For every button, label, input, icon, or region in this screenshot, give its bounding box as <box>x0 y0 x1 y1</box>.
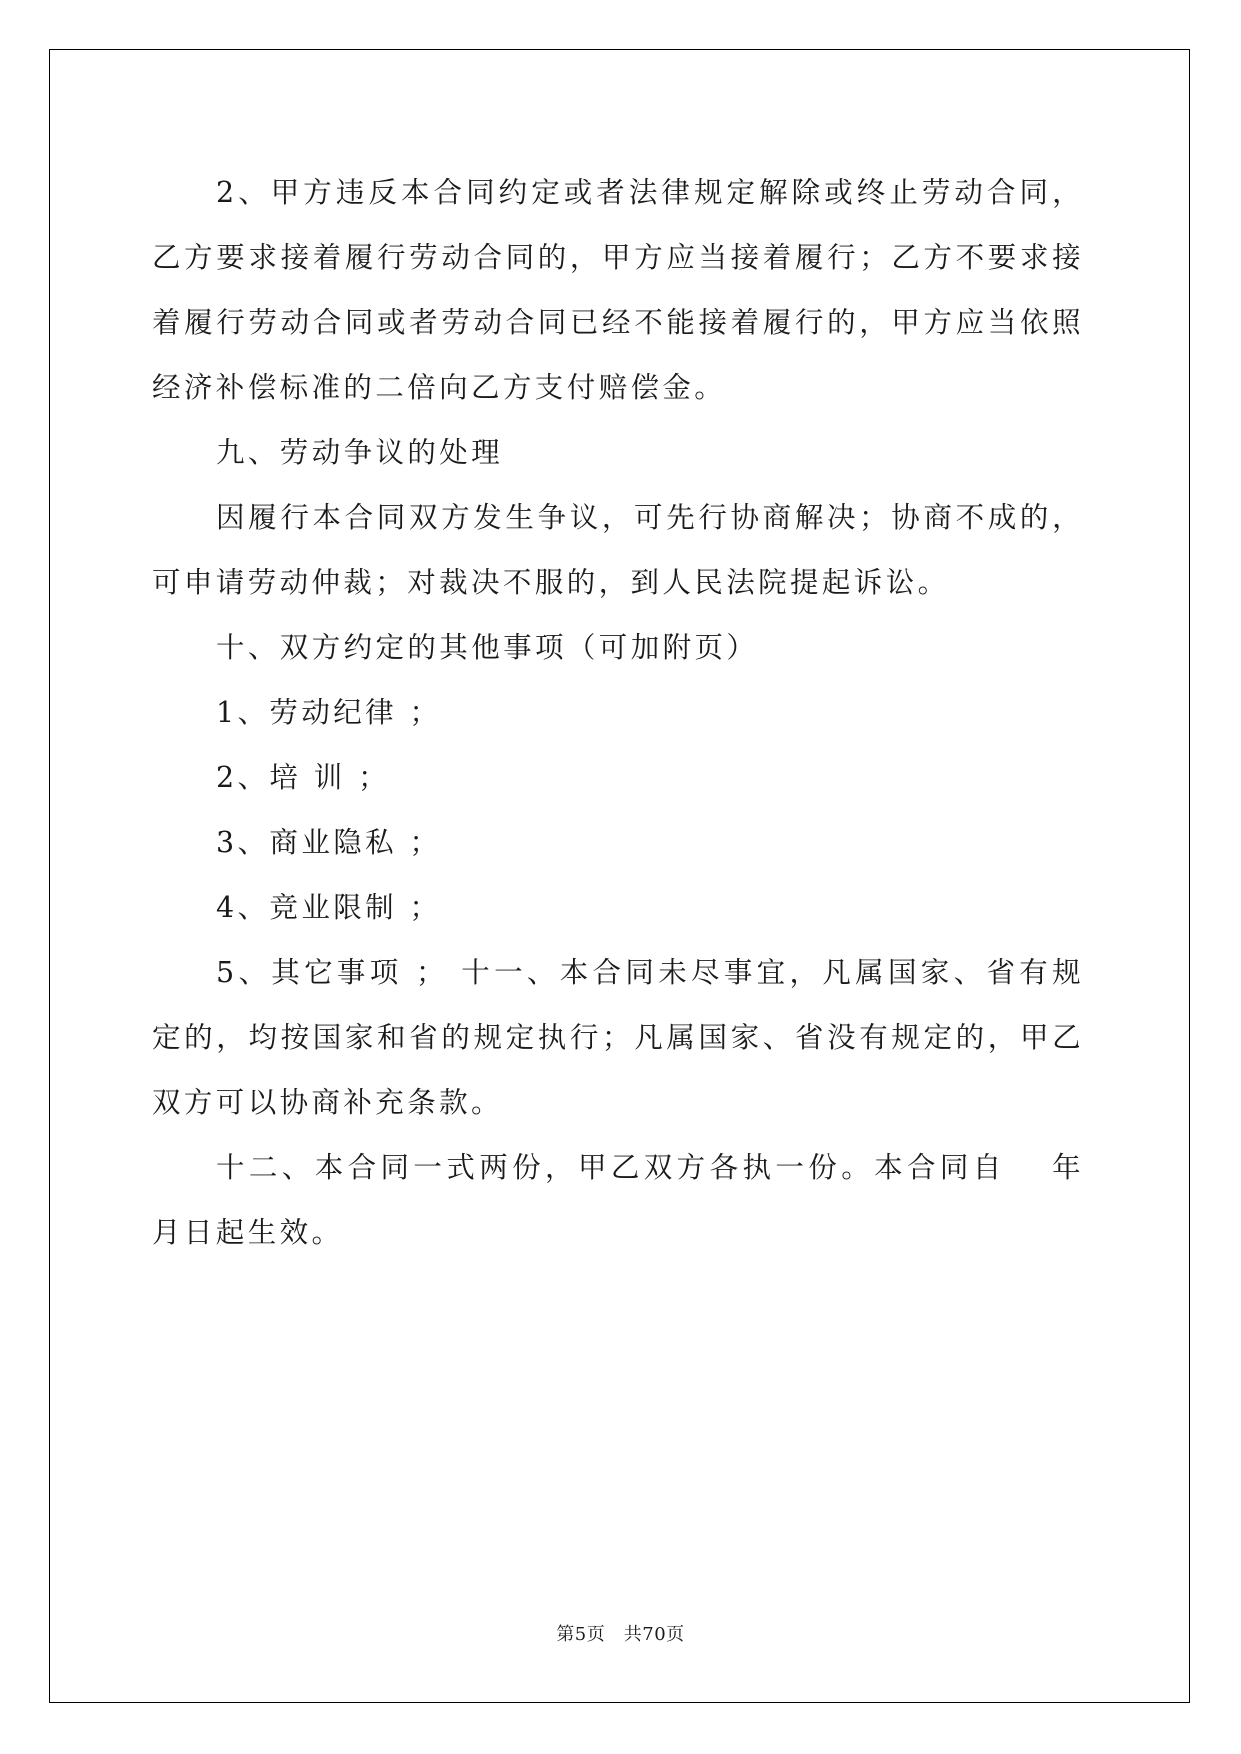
page-number-footer: 第5页 共70页 <box>556 1624 685 1645</box>
item-business-secrets: 3、商业隐私 ； <box>216 826 442 859</box>
heading-other-matters: 十、双方约定的其他事项（可加附页） <box>216 631 759 664</box>
item-labor-discipline: 1、劳动纪律 ； <box>216 696 442 729</box>
item-non-compete: 4、竞业限制 ； <box>216 891 442 924</box>
paragraph-clause-twelve: 十二、本合同一式两份，甲乙双方各执一份。本合同自 年月日起生效。 <box>152 1151 1084 1249</box>
heading-labor-dispute: 九、劳动争议的处理 <box>216 436 504 469</box>
paragraph-compensation: 2、甲方违反本合同约定或者法律规定解除或终止劳动合同，乙方要求接着履行劳动合同的，甲方应当接着履行；乙方不要求接着履行劳动合同或者劳动合同已经不能接着履行的，甲方应当依照经济补偿标准的二倍向乙方支付赔偿金。 <box>152 176 1084 404</box>
document-body <box>152 160 1084 1265</box>
paragraph-other-matters-clause-eleven: 5、其它事项 ； 十一、本合同未尽事宜，凡属国家、省有规定的，均按国家和省的规定执行；凡属国家、省没有规定的，甲乙双方可以协商补充条款。 <box>152 956 1084 1119</box>
paragraph-dispute-resolution: 因履行本合同双方发生争议，可先行协商解决；协商不成的，可申请劳动仲裁；对裁决不服的，到人民法院提起诉讼。 <box>152 501 1084 599</box>
item-training: 2、培 训 ； <box>216 761 391 794</box>
